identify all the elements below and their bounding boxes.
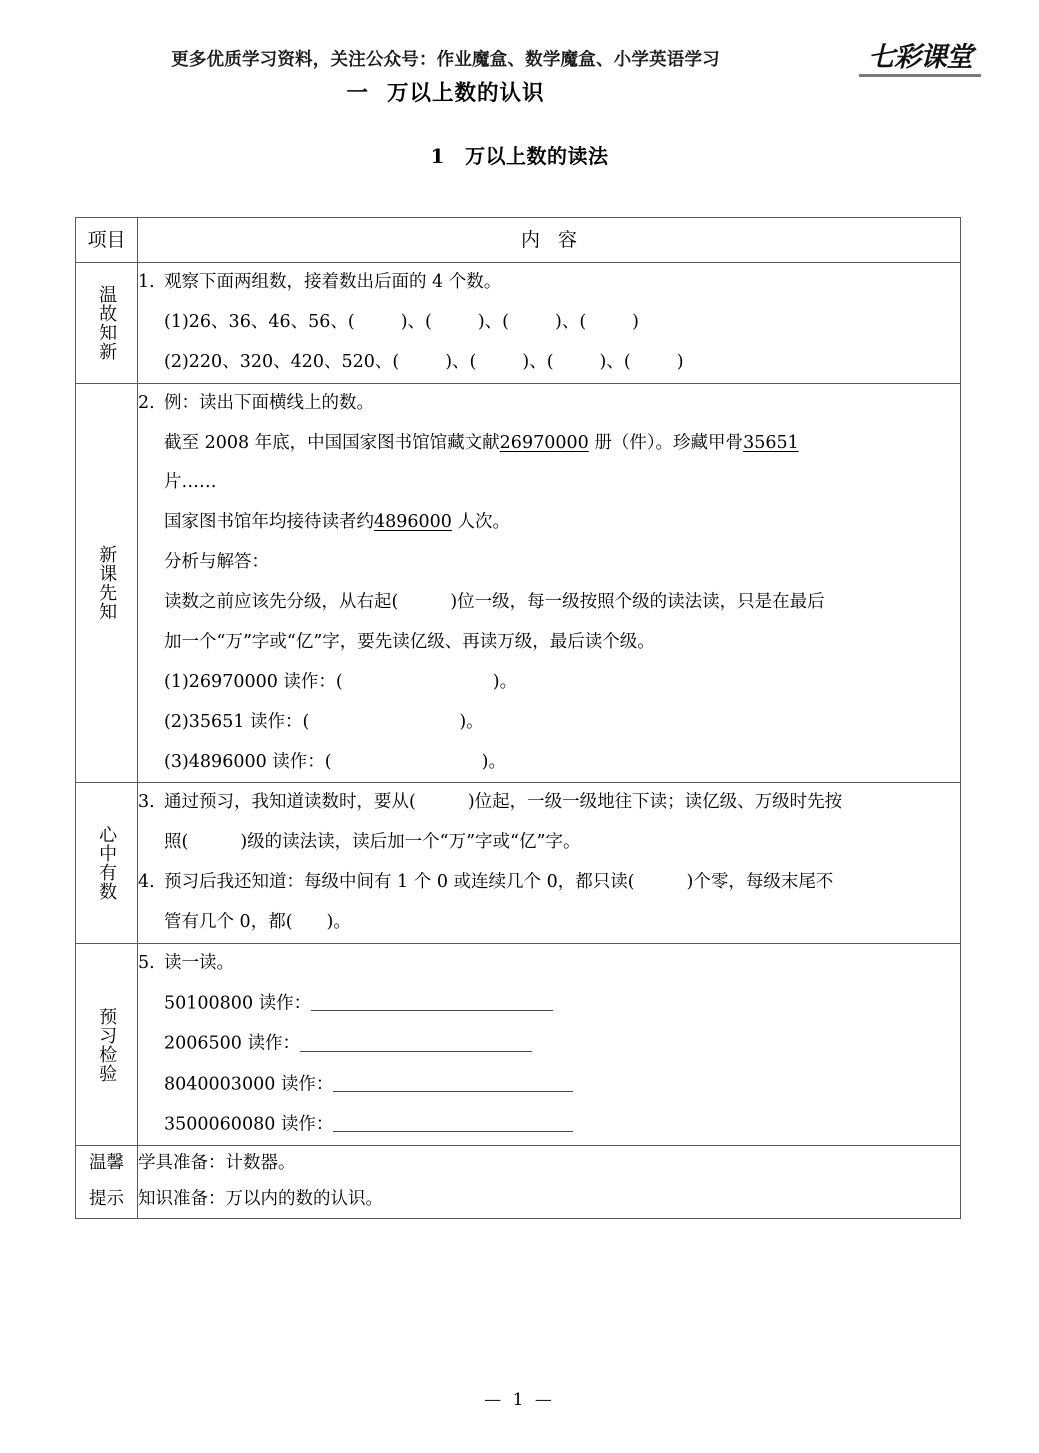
q1b-sep3: )、( [599,351,631,372]
table-row-preview [76,383,961,783]
row-label-check-text: 预习检验 [96,1006,118,1083]
q1a-prefix: (1)26、36、46、56、( [164,311,355,332]
practice-1-label: 50100800 读作： [164,993,312,1014]
analysis-text-1: 读数之前应该先分级，从右起( [164,592,399,612]
question-5-text: 读一读。 [164,952,234,973]
practice-item-3 [138,1065,960,1105]
chapter-title [0,76,1039,107]
section-number: 1 [430,144,445,168]
example-passage-line-3 [138,503,960,543]
row-label-understanding [76,783,138,944]
q1a-sep3: )、( [555,311,587,332]
q1b-sep2: )、( [522,351,554,372]
question-number-4: 4. [138,872,155,893]
answer-1-prefix: (1)26970000 读作：( [164,671,343,692]
question-3-line-1 [138,783,960,823]
question-1 [138,263,960,303]
row-label-tips [76,1146,138,1219]
page-header [0,0,1039,130]
practice-answer-field[interactable] [300,1033,532,1052]
footer-dash-left: — [484,1390,505,1410]
answer-2-prefix: (2)35651 读作：( [164,711,310,732]
underlined-number-26970000: 26970000 [499,432,589,453]
passage-text-2: 册（件）。珍藏甲骨 [588,432,744,453]
answer-3-prefix: (3)4896000 读作：( [164,751,332,772]
table-row-tips [76,1146,961,1219]
question-number-2: 2. [138,392,155,413]
q3-text-3: 照( [164,832,189,853]
q3-text-4: )级的读法读，读后加一个“万”字或“亿”字。 [240,832,581,853]
analysis-line-2: 加一个“万”字或“亿”字，要先读亿级、再读万级，最后读个级。 [164,631,655,652]
question-4-line-2 [138,903,960,943]
brand-logo [859,44,981,77]
q1b-end: ) [676,351,684,372]
header-cell-item: 项目 [76,218,138,263]
practice-item-4 [138,1105,960,1145]
row-label-preview-text: 新课先知 [96,545,118,621]
section-title: 万以上数的读法 [464,144,609,168]
question-5 [138,944,960,984]
table-header-row [76,218,961,263]
q1b-prefix: (2)220、320、420、520、( [164,351,400,372]
chapter-title-text: 万以上数的认识 [387,81,545,106]
page-footer [0,1390,1039,1410]
question-number-1: 1. [138,272,155,292]
question-2-text: 例：读出下面横线上的数。 [164,392,374,413]
tips-label-line-2: 提示 [89,1189,124,1210]
question-number-3: 3. [138,792,155,813]
row-label-preview [76,383,138,783]
practice-answer-field[interactable] [311,993,553,1012]
example-passage-line-2: 片…… [164,472,217,493]
analysis-heading: 分析与解答： [164,552,269,573]
answer-1-suffix: )。 [492,671,518,692]
header-content-left: 内 [520,229,540,251]
example-passage-line-1 [138,424,960,464]
question-1-item-b [138,343,960,383]
answer-2-suffix: )。 [459,711,484,732]
underlined-number-4896000: 4896000 [374,512,452,533]
analysis-line-1 [138,583,960,623]
table-row-understanding [76,783,961,944]
section-heading [0,140,1039,169]
practice-item-2 [138,1024,960,1064]
row-content-review [138,263,961,384]
header-cell-content [138,218,961,263]
header-content-right: 容 [558,229,578,251]
row-label-understanding-text: 心中有数 [96,825,118,902]
table-row-check [76,943,961,1145]
practice-4-label: 3500060080 读作： [164,1114,334,1135]
passage-text-4: 人次。 [451,512,511,533]
practice-item-1 [138,984,960,1024]
question-3-line-2 [138,823,960,863]
tips-content-line-1: 学具准备：计数器。 [138,1153,296,1174]
q1a-sep1: )、( [400,311,432,332]
footer-dash-right: — [534,1390,555,1410]
row-label-check [76,943,138,1145]
practice-answer-field[interactable] [333,1074,573,1093]
q3-text-1: 通过预习，我知道读数时，要从( [164,792,416,813]
practice-answer-field[interactable] [333,1114,573,1133]
watermark-promo-text: 更多优质学习资料，关注公众号：作业魔盒、数学魔盒、小学英语学习 [171,50,720,70]
row-content-preview [138,383,961,783]
q4-text-1: 预习后我还知道：每级中间有 1 个 0 或连续几个 0，都只读( [164,872,635,893]
question-number-5: 5. [138,952,155,973]
tips-label-line-1: 温馨 [89,1153,124,1174]
row-label-review [76,263,138,384]
practice-2-label: 2006500 读作： [164,1033,301,1054]
answer-item-1 [138,663,960,703]
chapter-number: 一 [346,81,369,106]
passage-text-1: 截至 2008 年底，中国国家图书馆馆藏文献 [164,432,500,453]
answer-item-3 [138,743,960,783]
row-content-understanding [138,783,961,944]
analysis-text-2: )位一级，每一级按照个级的读法读，只是在最后 [450,592,825,612]
question-1-item-a [138,303,960,343]
brand-logo-underline [859,74,981,77]
underlined-number-35651: 35651 [743,432,799,453]
answer-item-2 [138,703,960,743]
question-4-line-1 [138,863,960,903]
q4-text-2: )个零，每级末尾不 [686,872,834,893]
worksheet-table [75,217,961,1219]
q1a-sep2: )、( [477,311,510,332]
table-row-review [76,263,961,384]
q1a-end: ) [632,311,639,332]
tips-content-line-2: 知识准备：万以内的数的认识。 [138,1189,383,1210]
question-1-text: 观察下面两组数，接着数出后面的 4 个数。 [164,272,502,292]
row-content-check [138,943,961,1145]
q3-text-2: )位起，一级一级地往下读；读亿级、万级时先按 [467,792,843,813]
answer-3-suffix: )。 [481,751,506,772]
q4-text-4: )。 [326,912,351,932]
question-2 [138,384,960,424]
q4-text-3: 管有几个 0，都( [164,912,293,932]
practice-3-label: 8040003000 读作： [164,1074,334,1094]
row-label-review-text: 温故知新 [96,284,118,361]
passage-text-3: 国家图书馆年均接待读者约 [164,512,374,533]
q1b-sep1: )、( [445,351,477,372]
footer-page-number: 1 [512,1390,527,1410]
row-content-tips [138,1146,961,1219]
brand-logo-text: 七彩课堂 [868,42,972,73]
